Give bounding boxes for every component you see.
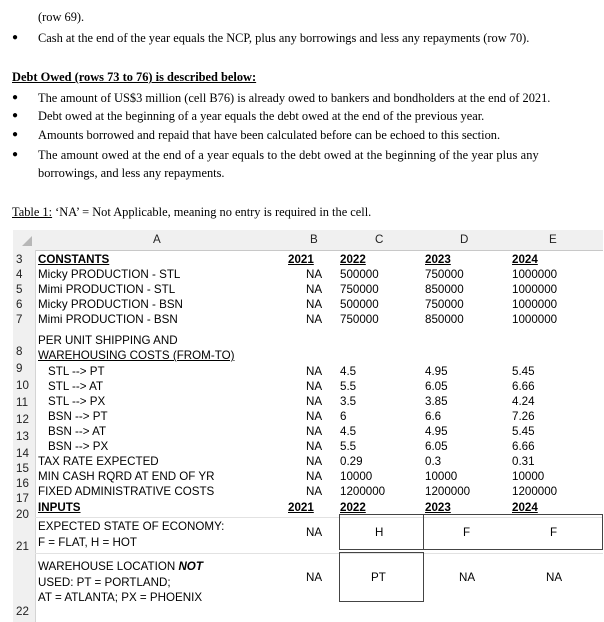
cell-c3: 2022 [340, 253, 366, 266]
cell-e3: 2024 [512, 253, 538, 266]
cell-b12: NA [306, 410, 323, 423]
cell-d7: 850000 [425, 313, 464, 326]
cell-b22: NA [306, 571, 323, 584]
cell-d16: 10000 [425, 470, 458, 483]
row-number: 8 [16, 345, 23, 358]
cell-a9: STL --> PT [48, 365, 105, 378]
cell-a17: FIXED ADMINISTRATIVE COSTS [38, 485, 215, 498]
cell-a21-line1: EXPECTED STATE OF ECONOMY: [38, 520, 225, 533]
cell-c16: 10000 [340, 470, 373, 483]
cell-d21: F [463, 526, 471, 539]
cell-b21: NA [306, 526, 323, 539]
debt-owed-heading: Debt Owed (rows 73 to 76) is described below: [12, 70, 257, 84]
cell-e7: 1000000 [512, 313, 558, 326]
cell-c10: 5.5 [340, 380, 357, 393]
table-caption [12, 203, 371, 221]
cell-a12: BSN --> PT [48, 410, 108, 423]
debt-bullet-2: Debt owed at the beginning of a year equals the debt owed at the end of the previous year. [38, 109, 485, 123]
cell-b4: NA [306, 268, 323, 281]
cell-d12: 6.6 [425, 410, 442, 423]
column-header-bar [13, 230, 603, 251]
cell-e14: 6.66 [512, 440, 535, 453]
cell-d22: NA [459, 571, 476, 584]
cell-c17: 1200000 [340, 485, 386, 498]
select-all-corner [13, 230, 35, 250]
cell-e5: 1000000 [512, 283, 558, 296]
cell-e6: 1000000 [512, 298, 558, 311]
cell-a22-line1-text: WAREHOUSE LOCATION [38, 560, 179, 573]
debt-bullet-4: The amount owed at the end of a year equals to the debt owed at the beginning of the year plus any [38, 148, 539, 162]
cell-d3: 2023 [425, 253, 451, 266]
table-caption-text: ‘NA’ = Not Applicable, meaning no entry is required in the cell. [52, 205, 372, 219]
cell-e20: 2024 [512, 501, 538, 514]
cell-e15: 0.31 [512, 455, 535, 468]
row-number: 6 [16, 298, 23, 311]
row-number: 14 [16, 447, 29, 460]
row-number: 10 [16, 379, 29, 392]
cell-a13: BSN --> AT [48, 425, 107, 438]
cell-b15: NA [306, 455, 323, 468]
cell-c4: 500000 [340, 268, 379, 281]
row-number: 5 [16, 283, 23, 296]
row-number: 4 [16, 268, 23, 281]
cell-e10: 6.66 [512, 380, 535, 393]
row-number: 22 [16, 605, 29, 618]
gridline [35, 553, 603, 554]
row-number: 3 [16, 253, 23, 266]
cash-end-text: Cash at the end of the year equals the NCP, plus any borrowings and less any repayments (row 70). [38, 31, 530, 45]
cell-b14: NA [306, 440, 323, 453]
cell-a22-line3: AT = ATLANTA; PX = PHOENIX [38, 591, 203, 604]
cell-b11: NA [306, 395, 323, 408]
column-header-b: B [310, 233, 318, 246]
row-number: 7 [16, 313, 23, 326]
cell-e21: F [550, 526, 558, 539]
cell-c22: PT [371, 571, 386, 584]
cell-a14: BSN --> PX [48, 440, 109, 453]
cell-d6: 750000 [425, 298, 464, 311]
table-caption-label: Table 1: [12, 205, 53, 219]
cell-c11: 3.5 [340, 395, 357, 408]
bullet-dot: ● [12, 32, 19, 43]
cell-d10: 6.05 [425, 380, 448, 393]
cell-e16: 10000 [512, 470, 545, 483]
cell-d5: 850000 [425, 283, 464, 296]
row-number: 9 [16, 362, 23, 375]
cell-a20: INPUTS [38, 501, 81, 514]
bullet-dot: ● [12, 129, 19, 140]
cell-a22-line1 [38, 560, 203, 573]
column-header-e: E [549, 233, 557, 246]
cell-c15: 0.29 [340, 455, 363, 468]
column-header-c: C [375, 233, 384, 246]
cell-c13: 4.5 [340, 425, 357, 438]
cell-a22-not-emphasis: NOT [178, 560, 203, 573]
cell-a7: Mimi PRODUCTION - BSN [38, 313, 178, 326]
cell-c6: 500000 [340, 298, 379, 311]
cell-d13: 4.95 [425, 425, 448, 438]
cell-a15: TAX RATE EXPECTED [38, 455, 159, 468]
cell-e17: 1200000 [512, 485, 558, 498]
cell-b20: 2021 [288, 501, 314, 514]
column-header-a: A [153, 233, 161, 246]
cell-d14: 6.05 [425, 440, 448, 453]
cell-e11: 4.24 [512, 395, 535, 408]
row-header-bar [13, 250, 36, 622]
cell-a11: STL --> PX [48, 395, 106, 408]
cell-b10: NA [306, 380, 323, 393]
cell-b16: NA [306, 470, 323, 483]
cell-a5: Mimi PRODUCTION - STL [38, 283, 176, 296]
cell-b3: 2021 [288, 253, 314, 266]
select-all-triangle-icon [22, 236, 32, 246]
cell-a21-line2: F = FLAT, H = HOT [38, 536, 137, 549]
cell-e9: 5.45 [512, 365, 535, 378]
cell-e4: 1000000 [512, 268, 558, 281]
cell-d20: 2023 [425, 501, 451, 514]
row-number: 11 [16, 396, 29, 409]
cell-c20: 2022 [340, 501, 366, 514]
cell-a8-line2: WAREHOUSING COSTS (FROM-TO) [38, 349, 235, 362]
cell-b17: NA [306, 485, 323, 498]
cell-d9: 4.95 [425, 365, 448, 378]
cell-b9: NA [306, 365, 323, 378]
cell-c9: 4.5 [340, 365, 357, 378]
cell-d15: 0.3 [425, 455, 442, 468]
cell-d4: 750000 [425, 268, 464, 281]
cell-a6: Micky PRODUCTION - BSN [38, 298, 183, 311]
cell-e13: 5.45 [512, 425, 535, 438]
cell-c21: H [375, 526, 384, 539]
debt-bullet-1: The amount of US$3 million (cell B76) is already owed to bankers and bondholders at the end of 2021. [38, 91, 551, 105]
cell-a3: CONSTANTS [38, 253, 110, 266]
cell-a22-line2: USED: PT = PORTLAND; [38, 576, 171, 589]
cell-e22: NA [546, 571, 563, 584]
cell-a4: Micky PRODUCTION - STL [38, 268, 181, 281]
row-number: 13 [16, 430, 29, 443]
cell-b13: NA [306, 425, 323, 438]
cell-a16: MIN CASH RQRD AT END OF YR [38, 470, 215, 483]
cell-e12: 7.26 [512, 410, 535, 423]
debt-bullet-4-continued: borrowings, and less any repayments. [38, 166, 225, 180]
spreadsheet-image [13, 230, 603, 622]
row-number: 12 [16, 413, 29, 426]
bullet-dot: ● [12, 92, 19, 103]
bullet-dot: ● [12, 110, 19, 121]
row-number: 21 [16, 540, 29, 553]
cell-c12: 6 [340, 410, 347, 423]
row-number: 17 [16, 492, 29, 505]
debt-bullet-3: Amounts borrowed and repaid that have been calculated before can be echoed to this section. [38, 128, 501, 142]
cell-c14: 5.5 [340, 440, 357, 453]
cell-b6: NA [306, 298, 323, 311]
cell-b5: NA [306, 283, 323, 296]
cell-a10: STL --> AT [48, 380, 104, 393]
bullet-dot: ● [12, 149, 19, 160]
cell-d17: 1200000 [425, 485, 471, 498]
column-header-d: D [460, 233, 469, 246]
cell-c5: 750000 [340, 283, 379, 296]
cell-b7: NA [306, 313, 323, 326]
cell-a8-line1: PER UNIT SHIPPING AND [38, 334, 178, 347]
row-number: 16 [16, 477, 29, 490]
cell-c7: 750000 [340, 313, 379, 326]
row-number: 15 [16, 462, 29, 475]
cell-d11: 3.85 [425, 395, 448, 408]
row-number: 20 [16, 508, 29, 521]
row69-reference-text: (row 69). [38, 10, 85, 24]
